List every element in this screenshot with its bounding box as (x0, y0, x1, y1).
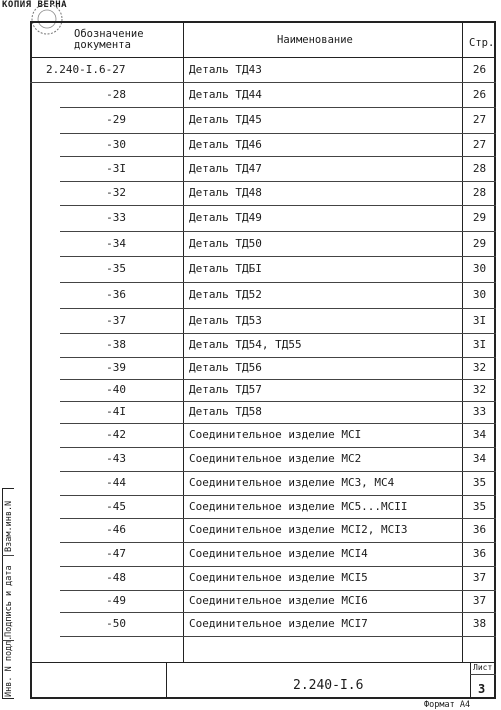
row-divider (60, 357, 496, 358)
row-name: Соединительное изделие МСI5 (189, 571, 368, 584)
row-divider (60, 612, 496, 613)
row-divider (60, 447, 496, 448)
row-name: Соединительное изделие МС2 (189, 452, 362, 465)
row-code: -33 (106, 211, 126, 224)
row-page: 26 (472, 88, 487, 101)
row-name: Соединительное изделие МС5...МСII (189, 500, 408, 513)
row-divider (60, 231, 496, 232)
row-page: 35 (472, 476, 487, 489)
row-divider (60, 542, 496, 543)
row-code: -42 (106, 428, 126, 441)
row-name: Деталь ТД56 (189, 361, 262, 374)
row-page: 32 (472, 383, 487, 396)
row-divider (60, 282, 496, 283)
row-code: -40 (106, 383, 126, 396)
row-name: Соединительное изделие МСI4 (189, 547, 368, 560)
row-code: -47 (106, 547, 126, 560)
row-name: Деталь ТД43 (189, 63, 262, 76)
title-block-sheet-label-line (470, 674, 496, 675)
row-page: 36 (472, 523, 487, 536)
row-code: -32 (106, 186, 126, 199)
row-divider (60, 107, 496, 108)
row-divider (60, 333, 496, 334)
row-page: 33 (472, 405, 487, 418)
row-page: 36 (472, 547, 487, 560)
header-page: Стр. (469, 37, 495, 49)
row-name: Деталь ТД47 (189, 162, 262, 175)
row-page: 30 (472, 262, 487, 275)
row-divider (60, 401, 496, 402)
row-name: Деталь ТД45 (189, 113, 262, 126)
row-name: Соединительное изделие МСI2, МСI3 (189, 523, 408, 536)
row-page: 37 (472, 571, 487, 584)
row-code: 2.240-I.6-27 (46, 63, 126, 76)
row-page: 3I (472, 314, 487, 327)
title-block-sheet-divider (470, 662, 471, 699)
row-code: -4I (106, 405, 126, 418)
sheet-number: 3 (478, 682, 486, 696)
row-name: Соединительное изделие МСI7 (189, 617, 368, 630)
binding-strip-divider-1 (2, 555, 14, 556)
row-page: 35 (472, 500, 487, 513)
row-divider (60, 566, 496, 567)
copy-certified-stamp-text: КОПИЯ ВЕРНА (2, 0, 68, 10)
row-name: Деталь ТД46 (189, 138, 262, 151)
row-divider (60, 256, 496, 257)
row-page: 34 (472, 452, 487, 465)
row-name: Деталь ТД58 (189, 405, 262, 418)
row-divider (60, 495, 496, 496)
title-block-left (166, 662, 167, 699)
row-divider (60, 636, 496, 637)
row-divider (60, 518, 496, 519)
row-page: 29 (472, 237, 487, 250)
row-page: 30 (472, 288, 487, 301)
row-page: 34 (472, 428, 487, 441)
row-name: Соединительное изделие МСI (189, 428, 362, 441)
row-page: 26 (472, 63, 487, 76)
row-name: Деталь ТД49 (189, 211, 262, 224)
row-code: -35 (106, 262, 126, 275)
row-code: -43 (106, 452, 126, 465)
row-divider (60, 181, 496, 182)
row-code: -38 (106, 338, 126, 351)
row-divider (60, 471, 496, 472)
row-divider (60, 423, 496, 424)
row-page: 28 (472, 186, 487, 199)
row-code: -50 (106, 617, 126, 630)
header-designation-line1: Обозначение (74, 28, 144, 40)
row-code: -37 (106, 314, 126, 327)
document-code: 2.240-I.6 (293, 678, 364, 693)
row-name: Соединительное изделие МСI6 (189, 594, 368, 607)
row-code: -28 (106, 88, 126, 101)
row-name: Соединительное изделие МС3, МС4 (189, 476, 395, 489)
row-divider (60, 379, 496, 380)
row-divider (60, 205, 496, 206)
row-name: Деталь ТД50 (189, 237, 262, 250)
title-block-top (30, 662, 496, 663)
row-page: 38 (472, 617, 487, 630)
row-name: Деталь ТД52 (189, 288, 262, 301)
row-page: 28 (472, 162, 487, 175)
row-divider (60, 156, 496, 157)
row-page: 37 (472, 594, 487, 607)
format-label: Формат А4 (424, 700, 471, 710)
row-code: -30 (106, 138, 126, 151)
row-code: -39 (106, 361, 126, 374)
row-code: -46 (106, 523, 126, 536)
side-label-inv-orig: Инв. N подл. (4, 635, 14, 697)
row-page: 29 (472, 211, 487, 224)
header-designation-line2: документа (74, 39, 131, 51)
row-page: 32 (472, 361, 487, 374)
row-code: -45 (106, 500, 126, 513)
row-code: -34 (106, 237, 126, 250)
row-name: Деталь ТД54, ТД55 (189, 338, 302, 351)
row-name: Деталь ТД48 (189, 186, 262, 199)
row-page: 3I (472, 338, 487, 351)
header-divider (30, 57, 496, 58)
side-label-swap-inv: Взам.инв.N (4, 500, 14, 552)
row-page: 27 (472, 138, 487, 151)
row-name: Деталь ТД44 (189, 88, 262, 101)
row-code: -44 (106, 476, 126, 489)
row-page: 27 (472, 113, 487, 126)
row-divider (60, 308, 496, 309)
sheet-label: Лист (473, 663, 493, 672)
side-label-sign-date: Подпись и дата (4, 565, 14, 637)
header-name: Наименование (277, 34, 353, 46)
row-divider (60, 133, 496, 134)
row-name: Деталь ТД57 (189, 383, 262, 396)
row-name: Деталь ТДБI (189, 262, 262, 275)
row-divider (60, 590, 496, 591)
row-code: -36 (106, 288, 126, 301)
row-name: Деталь ТД53 (189, 314, 262, 327)
row-divider (30, 82, 496, 83)
row-code: -3I (106, 162, 126, 175)
row-code: -49 (106, 594, 126, 607)
row-code: -29 (106, 113, 126, 126)
row-code: -48 (106, 571, 126, 584)
